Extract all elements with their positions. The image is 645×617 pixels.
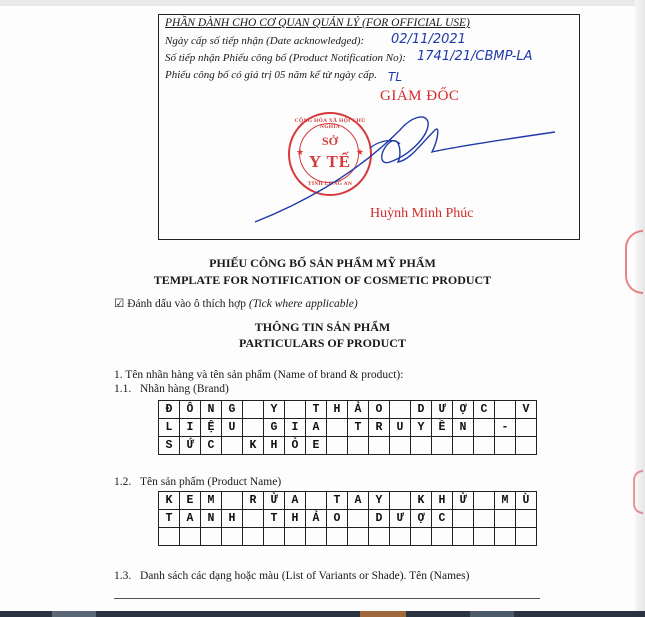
tick-instruction-en: (Tick where applicable) [248,298,358,310]
grid-cell: A [306,419,327,437]
partial-stamp-right-lower [633,470,643,514]
grid-row [159,419,537,437]
tick-instruction-vi: Đánh dấu vào ô thích hợp [127,298,247,310]
grid-cell [411,528,432,546]
grid-cell: C [432,510,453,528]
grid-cell [495,401,516,419]
grid-cell [516,528,537,546]
director-title: GIÁM ĐỐC [380,88,460,104]
grid-cell: E [306,437,327,455]
item-1-1-label: Nhãn hàng (Brand) [140,383,229,395]
grid-cell [348,437,369,455]
grid-cell [306,528,327,546]
grid-cell: C [201,437,222,455]
grid-cell: N [201,401,222,419]
grid-cell: G [222,401,243,419]
grid-cell [390,492,411,510]
grid-cell: H [264,437,285,455]
notification-number-value: 1741/21/CBMP-LA [417,49,533,64]
grid-cell: A [180,510,201,528]
grid-cell: H [432,492,453,510]
form-title-vi: PHIẾU CÔNG BỐ SẢN PHẨM MỸ PHẨM [209,256,436,270]
grid-cell: V [516,401,537,419]
grid-cell [474,419,495,437]
grid-cell: N [453,419,474,437]
grid-cell [222,528,243,546]
grid-cell: R [369,419,390,437]
grid-cell: H [327,401,348,419]
date-acknowledged-value: 02/11/2021 [391,32,466,47]
seal-yte: Y TẾ [308,152,352,171]
grid-cell: Ư [432,401,453,419]
grid-cell [243,401,264,419]
form-title-en: TEMPLATE FOR NOTIFICATION OF COSMETIC PRODUCT [153,273,492,287]
grid-cell: Ử [453,492,474,510]
grid-cell: C [474,401,495,419]
grid-cell [327,419,348,437]
grid-cell: A [348,492,369,510]
grid-cell: Ợ [453,401,474,419]
grid-cell: Ù [516,492,537,510]
grid-row [159,492,537,510]
item-1-2-number: 1.2. [114,476,132,488]
director-name: Huỳnh Minh Phúc [370,206,474,221]
grid-cell: L [159,419,180,437]
grid-cell: D [411,401,432,419]
validity-note: Phiếu công bố có giá trị 05 năm kể từ ngày cấp. [165,69,377,81]
viewer-bottom-bar [0,611,645,617]
grid-row [159,510,537,528]
grid-cell [243,510,264,528]
grid-cell: Ề [432,419,453,437]
grid-cell [222,492,243,510]
grid-cell [432,528,453,546]
grid-cell: T [348,419,369,437]
grid-cell: I [180,419,201,437]
grid-cell: T [327,492,348,510]
grid-cell: R [243,492,264,510]
section-title-vi: THÔNG TIN SẢN PHẨM [254,320,391,334]
grid-cell: Y [264,401,285,419]
bottom-bar-segment [360,611,406,617]
grid-cell: Ử [264,492,285,510]
grid-cell [495,437,516,455]
grid-cell [516,510,537,528]
date-acknowledged-label: Ngày cấp số tiếp nhận (Date acknowledged): [165,35,365,47]
grid-cell [474,437,495,455]
grid-cell: N [201,510,222,528]
item-1-2-label: Tên sản phẩm (Product Name) [140,476,282,488]
grid-cell [264,528,285,546]
grid-cell [474,528,495,546]
grid-cell: Ả [306,510,327,528]
grid-cell: Ư [390,510,411,528]
item-1-3-number: 1.3. [114,570,132,582]
grid-row [159,401,537,419]
grid-cell: T [264,510,285,528]
grid-cell [390,528,411,546]
grid-cell: O [327,510,348,528]
item-1-3-label: Danh sách các dạng hoặc màu (List of Variants or Shade). Tên (Names) [140,570,470,582]
grid-cell: H [285,510,306,528]
variants-answer-line [114,598,540,599]
grid-cell [411,437,432,455]
grid-cell: K [411,492,432,510]
grid-cell: Ô [180,401,201,419]
item-1-heading: 1. Tên nhãn hàng và tên sản phẩm (Name of brand & product): [114,369,404,381]
grid-cell [453,437,474,455]
seal-star-right-icon: ★ [355,147,364,157]
bottom-bar-segment [470,611,514,617]
section-title-en: PARTICULARS OF PRODUCT [239,336,406,350]
grid-cell: Y [369,492,390,510]
grid-cell: Đ [159,401,180,419]
brand-name-grid [158,400,537,455]
grid-cell [327,437,348,455]
seal-star-left-icon: ★ [296,147,305,157]
grid-cell [474,492,495,510]
grid-cell: K [159,492,180,510]
grid-cell: M [495,492,516,510]
grid-cell [474,510,495,528]
grid-cell [453,510,474,528]
grid-cell [285,401,306,419]
grid-row [159,528,537,546]
grid-cell: T [306,401,327,419]
grid-cell: O [369,401,390,419]
product-name-grid [158,491,537,546]
grid-cell: E [180,492,201,510]
grid-cell: S [159,437,180,455]
notification-number-label: Số tiếp nhận Phiếu công bố (Product Notification No): [165,52,406,64]
grid-cell [369,437,390,455]
grid-cell [390,401,411,419]
grid-cell [453,528,474,546]
grid-cell: I [285,419,306,437]
grid-cell [222,437,243,455]
seal-ring-bottom: TỈNH LONG AN [307,181,353,187]
scan-top-edge [0,0,645,6]
grid-cell [390,437,411,455]
grid-cell [306,492,327,510]
grid-cell [159,528,180,546]
grid-cell [495,510,516,528]
official-use-header: PHẦN DÀNH CHO CƠ QUAN QUẢN LÝ (FOR OFFICIAL USE) [165,17,470,29]
grid-cell [243,528,264,546]
grid-cell [285,528,306,546]
bottom-bar-segment [52,611,96,617]
grid-cell [348,510,369,528]
grid-cell: T [159,510,180,528]
grid-cell: Ứ [180,437,201,455]
grid-cell [369,528,390,546]
grid-cell: Ệ [201,419,222,437]
grid-cell: Ợ [411,510,432,528]
grid-cell [516,419,537,437]
grid-cell: U [390,419,411,437]
grid-cell: M [201,492,222,510]
grid-cell [327,528,348,546]
grid-cell [243,419,264,437]
grid-cell: Ả [348,401,369,419]
grid-cell: Ỏ [285,437,306,455]
scan-right-edge [635,0,645,617]
checkbox-icon: ☑ [114,298,125,310]
grid-row [159,437,537,455]
grid-cell [516,437,537,455]
seal-so: SỞ [321,134,338,148]
director-prefix-handwritten: TL [388,70,403,84]
tick-instruction [114,296,358,310]
grid-cell [432,437,453,455]
grid-cell [348,528,369,546]
grid-cell [201,528,222,546]
grid-cell: Y [411,419,432,437]
seal-ring-top: CỘNG HÒA XÃ HỘI CHỦ NGHĨA [294,118,366,130]
grid-cell: G [264,419,285,437]
grid-cell: - [495,419,516,437]
grid-cell [495,528,516,546]
grid-cell: A [285,492,306,510]
item-1-1-number: 1.1. [114,383,132,395]
grid-cell: H [222,510,243,528]
grid-cell: D [369,510,390,528]
grid-cell: K [243,437,264,455]
grid-cell [180,528,201,546]
grid-cell: U [222,419,243,437]
